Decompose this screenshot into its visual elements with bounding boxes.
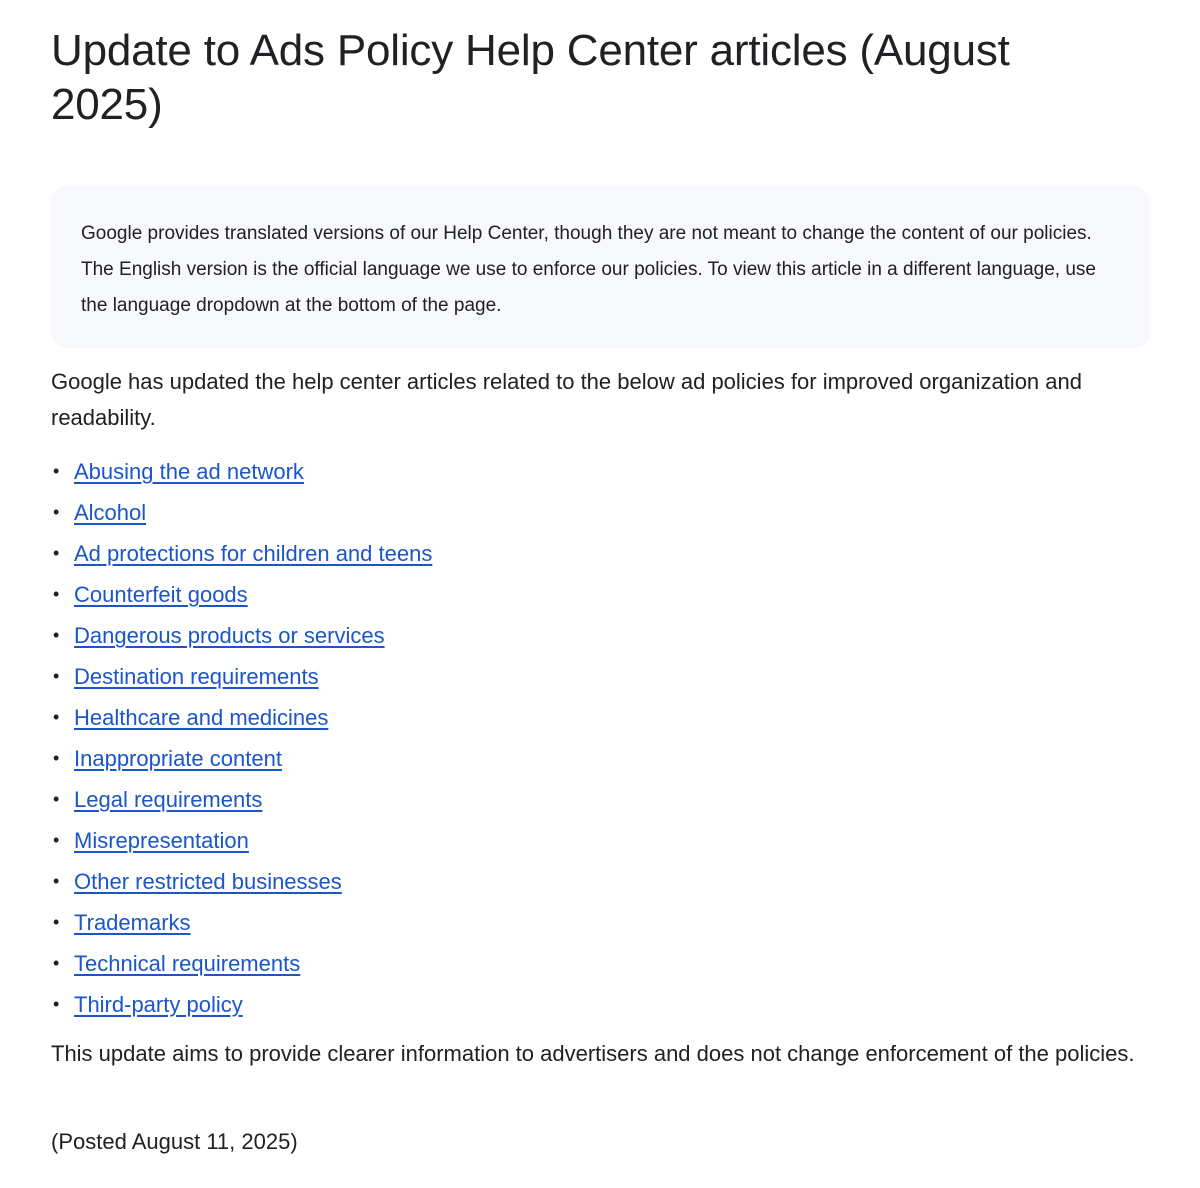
policy-link-legal-requirements[interactable]: Legal requirements (74, 787, 263, 812)
bullet: • (53, 666, 60, 686)
bullet: • (53, 748, 60, 768)
bullet: • (53, 461, 60, 481)
policy-link-other-restricted-businesses[interactable]: Other restricted businesses (74, 869, 342, 894)
policy-link-ad-protections-for-children-and-teens[interactable]: Ad protections for children and teens (74, 541, 433, 566)
posted-date: (Posted August 11, 2025) (51, 1129, 298, 1154)
translation-notice: Google provides translated versions of our Help Center, though they are not meant to change the content of our policies. The English version is the official language we use to enforce our policies. To view this article in a different language, use the language dropdown at the bottom of the page. (51, 186, 1150, 348)
list-item (51, 984, 432, 1025)
policy-list (51, 451, 432, 1025)
list-item (51, 574, 432, 615)
bullet: • (53, 543, 60, 563)
list-item (51, 697, 432, 738)
policy-link-destination-requirements[interactable]: Destination requirements (74, 664, 319, 689)
page-title: Update to Ads Policy Help Center articles (August 2025) (51, 26, 1010, 129)
bullet: • (53, 994, 60, 1014)
policy-link-alcohol[interactable]: Alcohol (74, 500, 147, 525)
bullet: • (53, 789, 60, 809)
policy-link-dangerous-products-or-services[interactable]: Dangerous products or services (74, 623, 385, 648)
closing-paragraph: This update aims to provide clearer information to advertisers and does not change enforcement of the policies. (51, 1041, 1135, 1066)
list-item (51, 533, 432, 574)
policy-link-abusing-the-ad-network[interactable]: Abusing the ad network (74, 459, 304, 484)
bullet: • (53, 584, 60, 604)
policy-link-technical-requirements[interactable]: Technical requirements (74, 951, 301, 976)
policy-link-counterfeit-goods[interactable]: Counterfeit goods (74, 582, 248, 607)
list-item (51, 656, 432, 697)
list-item (51, 902, 432, 943)
bullet: • (53, 625, 60, 645)
list-item (51, 820, 432, 861)
policy-link-healthcare-and-medicines[interactable]: Healthcare and medicines (74, 705, 329, 730)
policy-link-misrepresentation[interactable]: Misrepresentation (74, 828, 249, 853)
bullet: • (53, 912, 60, 932)
list-item (51, 943, 432, 984)
bullet: • (53, 830, 60, 850)
list-item (51, 738, 432, 779)
list-item (51, 615, 432, 656)
bullet: • (53, 953, 60, 973)
list-item (51, 492, 432, 533)
policy-link-inappropriate-content[interactable]: Inappropriate content (74, 746, 282, 771)
bullet: • (53, 502, 60, 522)
list-item (51, 451, 432, 492)
list-item (51, 861, 432, 902)
policy-link-trademarks[interactable]: Trademarks (74, 910, 191, 935)
intro-paragraph: Google has updated the help center articles related to the below ad policies for improved organization and readability. (51, 369, 1082, 430)
policy-link-third-party-policy[interactable]: Third-party policy (74, 992, 243, 1017)
list-item (51, 779, 432, 820)
bullet: • (53, 871, 60, 891)
bullet: • (53, 707, 60, 727)
